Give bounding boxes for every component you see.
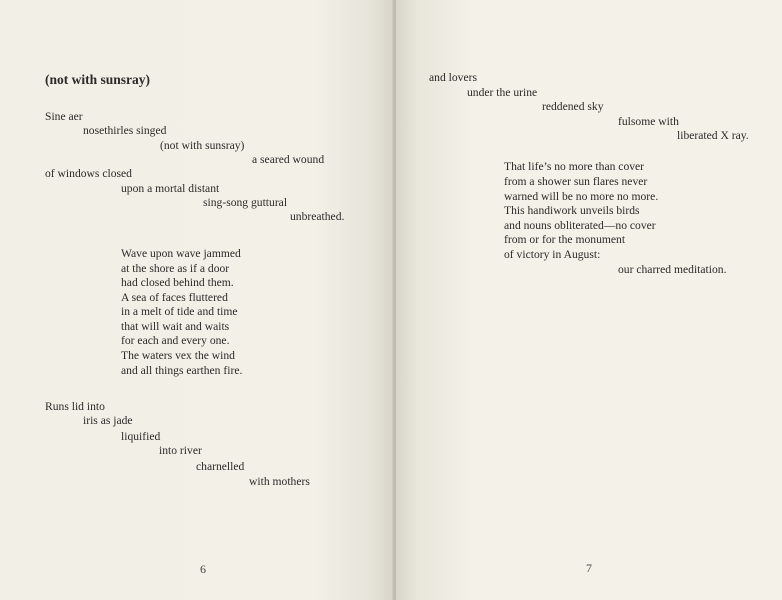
poem-line: of windows closed <box>45 167 132 180</box>
poem-line: (not with sunsray) <box>160 139 245 152</box>
poem-line: from or for the monument <box>504 233 626 246</box>
poem-line: of victory in August: <box>504 248 601 261</box>
poem-line: and all things earthen fire. <box>121 364 243 377</box>
poem-line: That life’s no more than cover <box>504 160 645 173</box>
page-number: 7 <box>586 561 592 575</box>
poem-line: our charred meditation. <box>618 263 727 276</box>
poem-line: in a melt of tide and time <box>121 305 238 318</box>
poem-line: liquified <box>121 430 161 443</box>
poem-line: nosethirles singed <box>83 124 167 137</box>
poem-line: and lovers <box>429 71 477 84</box>
page-number: 6 <box>200 562 206 576</box>
poem-line: a seared wound <box>252 153 325 166</box>
poem-line: upon a mortal distant <box>121 182 220 195</box>
right-page <box>396 0 782 600</box>
poem-line: reddened sky <box>542 100 604 113</box>
poem-line: with mothers <box>249 475 310 488</box>
poem-line: had closed behind them. <box>121 276 234 289</box>
poem-line: into river <box>159 444 202 457</box>
poem-line: charnelled <box>196 460 245 473</box>
poem-line: Sine aer <box>45 110 83 123</box>
poem-line: iris as jade <box>83 414 133 427</box>
poem-line: liberated X ray. <box>677 129 749 142</box>
poem-line: from a shower sun flares never <box>504 175 648 188</box>
poem-line: that will wait and waits <box>121 320 230 333</box>
poem-line: warned will be no more no more. <box>504 190 659 203</box>
poem-line: Runs lid into <box>45 400 105 413</box>
poem-line: at the shore as if a door <box>121 262 230 275</box>
poem-line: unbreathed. <box>290 210 345 223</box>
poem-line: The waters vex the wind <box>121 349 235 362</box>
poem-line: and nouns obliterated—no cover <box>504 219 656 232</box>
poem-line: This handiwork unveils birds <box>504 204 640 217</box>
poem-line: Wave upon wave jammed <box>121 247 241 260</box>
poem-line: under the urine <box>467 86 538 99</box>
poem-line: sing-song guttural <box>203 196 288 209</box>
poem-title: (not with sunsray) <box>45 72 151 87</box>
poem-line: for each and every one. <box>121 334 230 347</box>
poem-line: A sea of faces fluttered <box>121 291 228 304</box>
poem-line: fulsome with <box>618 115 679 128</box>
